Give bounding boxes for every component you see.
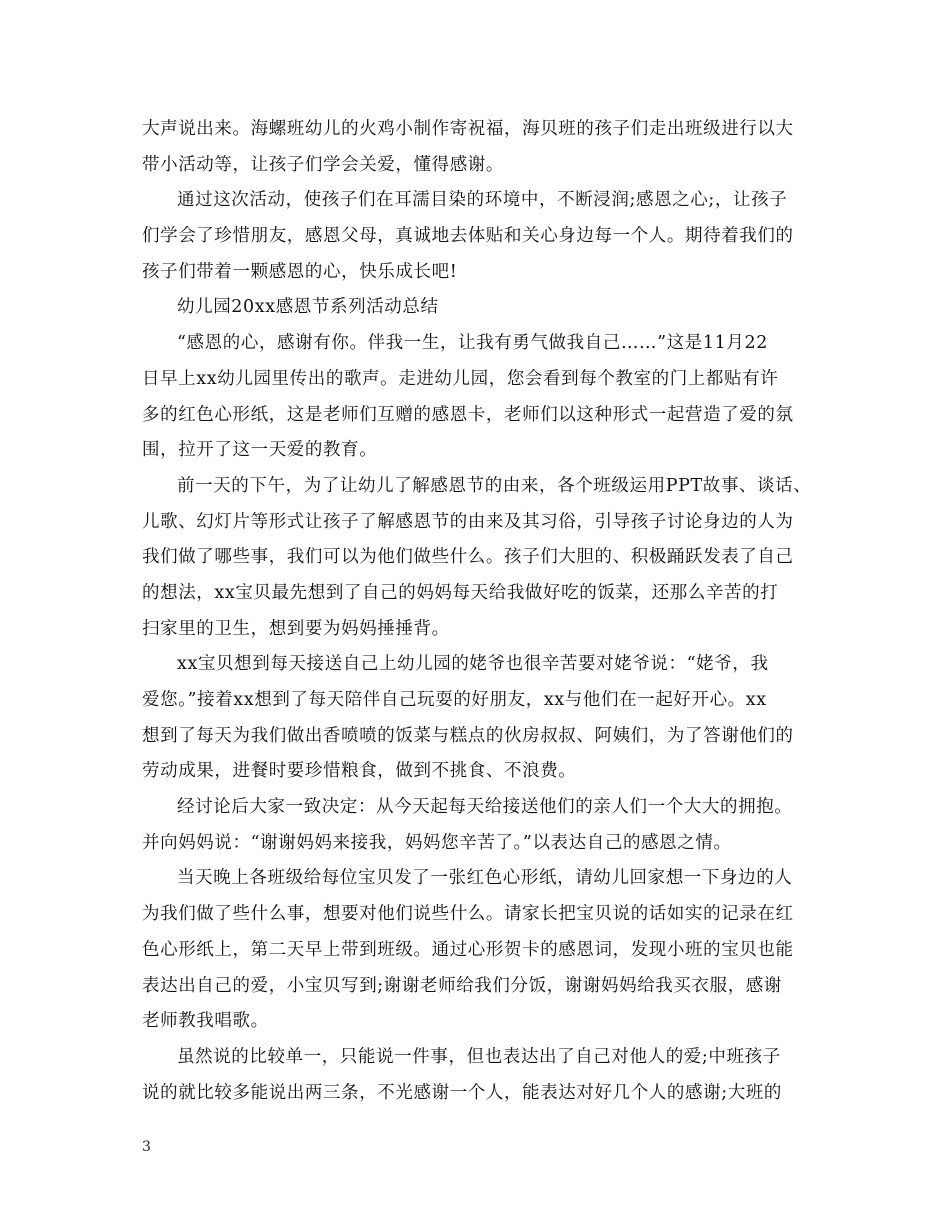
text-line: xx宝贝想到每天接送自己上幼儿园的姥爷也很辛苦要对姥爷说：“姥爷，我 xyxy=(177,654,769,675)
text-line: 表达出自己的爱，小宝贝写到;谢谢老师给我们分饭，谢谢妈妈给我买衣服，感谢 xyxy=(142,975,782,996)
text-line: 想到了每天为我们做出香喷喷的饭菜与糕点的伙房叔叔、阿姨们，为了答谢他们的 xyxy=(142,725,794,746)
text-line: 们学会了珍惜朋友，感恩父母，真诚地去体贴和关心身边每一个人。期待着我们的 xyxy=(142,226,794,247)
text-line: 虽然说的比较单一，只能说一件事，但也表达出了自己对他人的爱;中班孩子 xyxy=(177,1046,781,1067)
text-line: 幼儿园20xx感恩节系列活动总结 xyxy=(177,297,439,318)
text-line: 爱您。”接着xx想到了每天陪伴自己玩耍的好朋友，xx与他们在一起好开心。xx xyxy=(142,690,767,710)
text-line: 带小活动等，让孩子们学会关爱，懂得感谢。 xyxy=(142,154,504,175)
text-line: 大声说出来。海螺班幼儿的火鸡小制作寄祝福，海贝班的孩子们走出班级进行以大 xyxy=(142,119,794,139)
text-line: 色心形纸上，第二天早上带到班级。通过心形贺卡的感恩词，发现小班的宝贝也能 xyxy=(142,939,794,960)
text-line: 儿歌、幻灯片等形式让孩子了解感恩节的由来及其习俗，引导孩子讨论身边的人为 xyxy=(142,511,794,532)
text-line: 通过这次活动，使孩子们在耳濡目染的环境中，不断浸润;感恩之心;，让孩子 xyxy=(177,190,788,211)
document-body xyxy=(142,112,812,1111)
text-line: 的想法，xx宝贝最先想到了自己的妈妈每天给我做好吃的饭菜，还那么辛苦的打 xyxy=(142,582,779,603)
text-line: 前一天的下午，为了让幼儿了解感恩节的由来，各个班级运用PPT故事、谈话、 xyxy=(177,475,812,496)
text-line: 为我们做了些什么事，想要对他们说些什么。请家长把宝贝说的话如实的记录在红 xyxy=(142,904,794,925)
text-line: 并向妈妈说：“谢谢妈妈来接我，妈妈您辛苦了。”以表达自己的感恩之情。 xyxy=(142,832,732,853)
text-line: 当天晚上各班级给每位宝贝发了一张红色心形纸，请幼儿回家想一下身边的人 xyxy=(177,868,793,889)
text-line: 说的就比较多能说出两三条，不光感谢一个人，能表达对好几个人的感谢;大班的 xyxy=(142,1082,782,1103)
text-line: 多的红色心形纸，这是老师们互赠的感恩卡，老师们以这种形式一起营造了爱的氛 xyxy=(142,404,794,425)
text-line: 经讨论后大家一致决定：从今天起每天给接送他们的亲人们一个大大的拥抱。 xyxy=(177,797,793,818)
text-line: 老师教我唱歌。 xyxy=(142,1011,269,1032)
text-line: 我们做了哪些事，我们可以为他们做些什么。孩子们大胆的、积极踊跃发表了自己 xyxy=(142,547,794,568)
text-line: 劳动成果，进餐时要珍惜粮食，做到不挑食、不浪费。 xyxy=(142,761,577,782)
text-line: 日早上xx幼儿园里传出的歌声。走进幼儿园，您会看到每个教室的门上都贴有许 xyxy=(142,368,779,389)
text-line: 扫家里的卫生，想到要为妈妈捶捶背。 xyxy=(142,618,450,639)
page-number: 3 xyxy=(142,1139,151,1155)
text-line: “感恩的心，感谢有你。伴我一生，让我有勇气做我自己……”这是11月22 xyxy=(177,333,768,354)
text-line: 围，拉开了这一天爱的教育。 xyxy=(142,440,378,461)
text-line: 孩子们带着一颗感恩的心，快乐成长吧! xyxy=(142,261,458,282)
